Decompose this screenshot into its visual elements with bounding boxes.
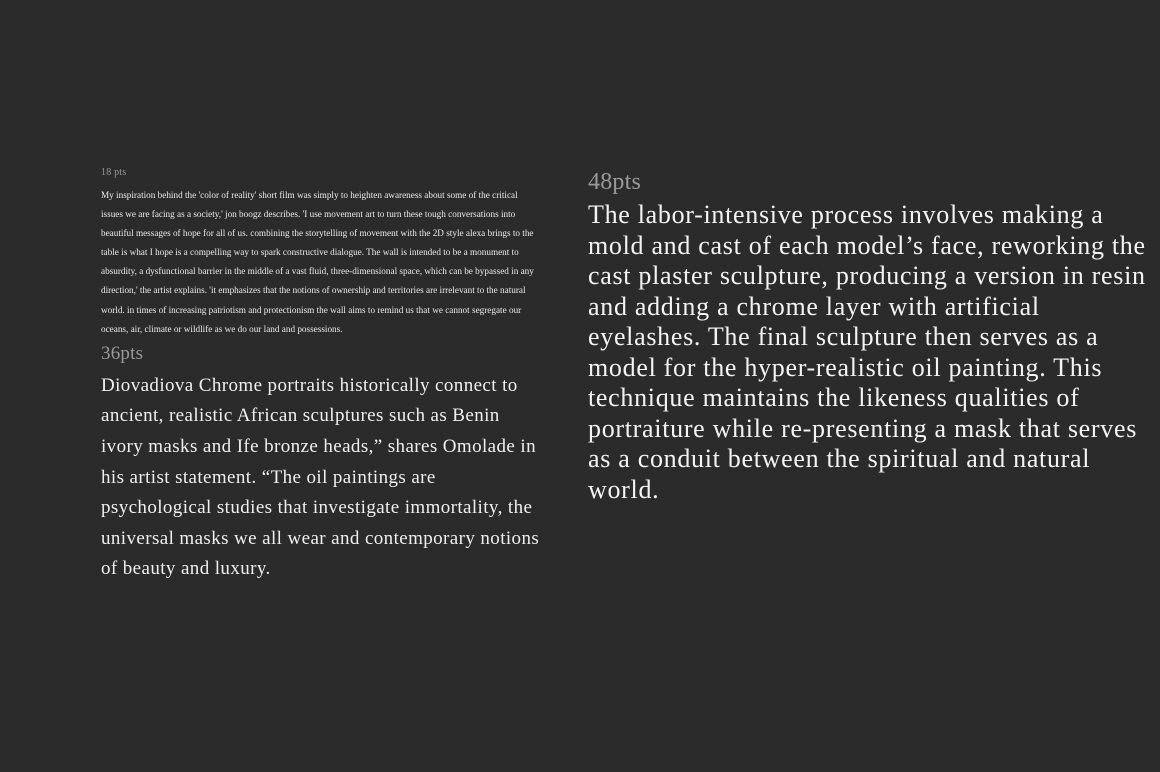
- specimen-text-48pts: The labor-intensive process involves making a mold and cast of each model’s face, reworking the cast plaster sculpture, producing a version in resin and adding a chrome layer with artificial eyelashes. The final sculpture then serves as a model for the hyper-realistic oil painting. This technique maintains the likeness qualities of portraiture while re-presenting a mask that serves as a conduit between the spiritual and natural world.: [588, 200, 1146, 504]
- size-label-48pts: 48pts: [588, 169, 642, 195]
- left-column: [101, 166, 541, 585]
- size-label-18pts: 18 pts: [101, 167, 127, 178]
- right-column: [588, 166, 1148, 505]
- specimen-text-18pts: My inspiration behind the 'color of reality' short film was simply to heighten awareness about some of the critical issues we are facing as a society,' jon boogz describes. 'I use movement art to turn these tough conversations into beautiful messages of hope for all of us. combining the storytelling of movement with the 2D style alexa brings to the table is what I hope is a compelling way to spark constructive dialogue. The wall is intended to be a monument to absurdity, a dysfunctional barrier in the middle of a vast fluid, three-dimensional space, which can be bypassed in any direction,' the artist explains. 'it emphasizes that the notions of ownership and territories are irrelevant to the natural world. in times of increasing patriotism and protectionism the wall aims to remind us that we cannot segregate our oceans, air, climate or wildlife as we do our land and possessions.: [101, 190, 534, 334]
- specimen-text-36pts: Diovadiova Chrome portraits historically connect to ancient, realistic African sculptures such as Benin ivory masks and Ife bronze heads,” shares Omolade in his artist statement. “The oil paintings are psychological studies that investigate immortality, the universal masks we all wear and contemporary notions of beauty and luxury.: [101, 374, 540, 580]
- size-label-36pts: 36pts: [101, 342, 144, 364]
